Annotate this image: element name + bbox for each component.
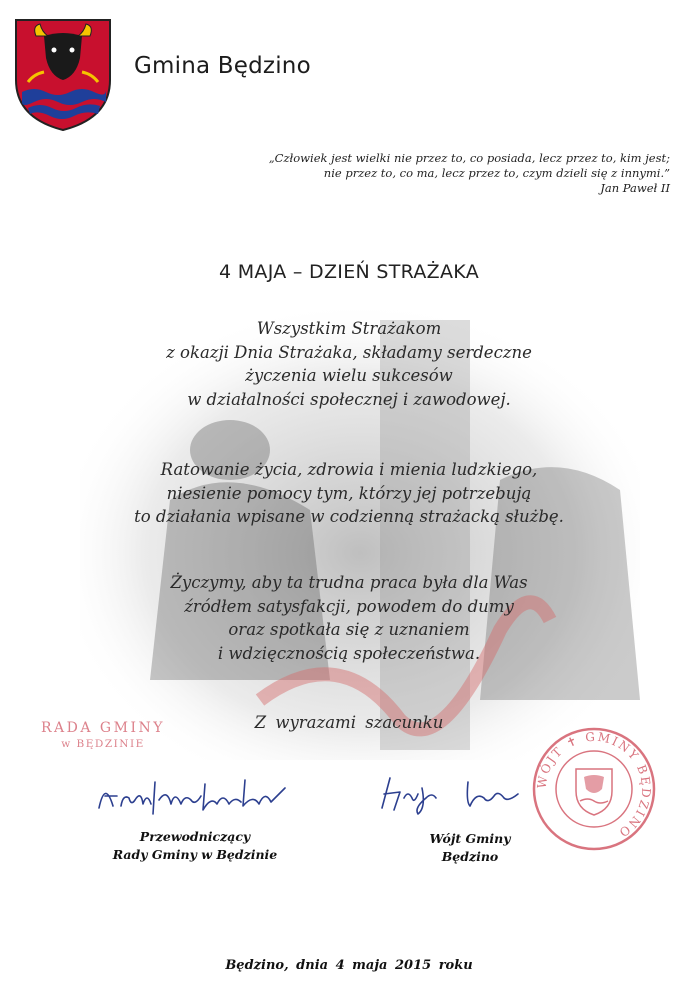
signature-right (378, 768, 528, 818)
quote-block (230, 151, 670, 196)
paragraph-line: Wszystkim Strażakom (256, 319, 442, 338)
signer-body: Będzino (441, 849, 499, 864)
rada-gminy-stamp (28, 720, 178, 750)
paragraph-line: z okazji Dnia Strażaka, składamy serdeczne (166, 342, 532, 362)
page-title: 4 MAJA – DZIEŃ STRAŻAKA (218, 261, 479, 283)
quote-line: „Człowiek jest wielki nie przez to, co posiada, lecz przez to, kim jest; (268, 151, 670, 165)
place-date-footer: Będzino, dnia 4 maja 2015 roku (225, 958, 473, 973)
org-name: Gmina Będzino (134, 53, 311, 79)
paragraph-line: źródłem satysfakcji, powodem do dumy (184, 596, 514, 616)
coat-of-arms-logo (14, 18, 112, 132)
signer-role: Wójt Gminy (429, 831, 511, 846)
paragraph (60, 458, 638, 529)
paragraph-line: życzenia wielu sukcesów (245, 366, 453, 385)
signer-right (410, 830, 530, 866)
paragraph (60, 571, 638, 665)
paragraph-line: w działalności społecznej i zawodowej. (187, 389, 511, 409)
signer-left (105, 828, 285, 864)
paragraph-line: niesienie pomocy tym, którzy jej potrzebują (166, 483, 532, 503)
paragraph-line: Ratowanie życia, zdrowia i mienia ludzkiego, (160, 460, 538, 479)
seal-text: WÓJT ✝ GMINY BĘDZINO (534, 729, 654, 841)
signature-left (95, 770, 295, 820)
paragraph-line: to działania wpisane w codzienną strażacką służbę. (134, 507, 564, 526)
signer-role: Przewodniczący (139, 829, 251, 844)
quote-line: nie przez to, co ma, lecz przez to, czym dzieli się z innymi.” (323, 166, 670, 180)
stamp-line: w BĘDZINIE (61, 738, 145, 750)
paragraph-line: oraz spotkała się z uznaniem (228, 620, 470, 639)
wojt-round-seal (530, 725, 658, 853)
signer-body: Rady Gminy w Będzinie (112, 847, 278, 862)
paragraph-line: Życzymy, aby ta trudna praca była dla Was (170, 573, 528, 592)
closing-line: Z wyrazami szacunku (254, 713, 444, 732)
paragraph-line: i wdzięcznością społeczeństwa. (217, 643, 481, 663)
paragraph (60, 317, 638, 411)
stamp-line: RADA GMINY (41, 720, 165, 736)
quote-author: Jan Paweł II (600, 181, 670, 195)
